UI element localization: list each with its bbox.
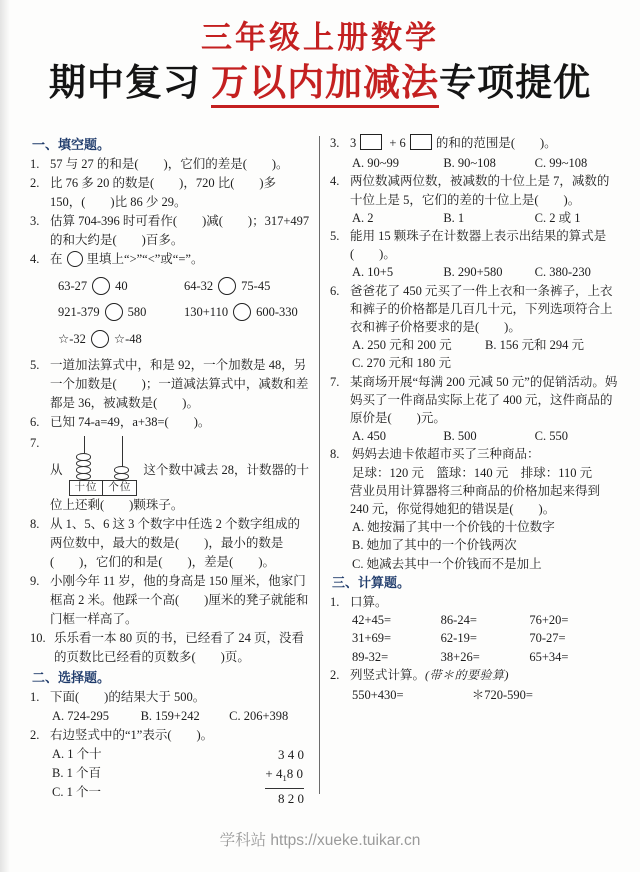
- abacus-rod-tens: [72, 436, 96, 480]
- option-a: A. 250 元和 200 元: [352, 338, 452, 353]
- fill-q2: [30, 174, 310, 212]
- q4-text-before: 在: [50, 252, 63, 266]
- choice-q5: [330, 227, 618, 282]
- oral-calc-row: [350, 648, 618, 666]
- q4-text-after: 里填上“>”“<”或“=”。: [86, 252, 204, 266]
- q8-line3: 营业员用计算器将三种商品的价格加起来得到 240 元，你觉得她犯的错误是( )。: [350, 483, 601, 517]
- choice-q6: [330, 282, 618, 373]
- question-text: [350, 445, 618, 572]
- compare-left: 921-379: [58, 305, 100, 319]
- right-column: [330, 134, 618, 808]
- section-heading-fill: 一、填空题。: [32, 137, 111, 152]
- q4-stem: 两位数减两位数，被减数的十位上是 7，减数的十位上是 5，它们的差的十位上是( )。: [350, 174, 610, 207]
- question-number: 6.: [30, 415, 40, 429]
- option-a: A. 她按漏了其中一个价钱的十位数字: [352, 520, 555, 535]
- oral-calc-row: [350, 611, 618, 629]
- q2-options-and-calc: [50, 745, 310, 808]
- question-number: 5.: [30, 358, 40, 372]
- comparison-row: [50, 330, 310, 349]
- q7-second-line: 位上还剩( )颗珠子。: [50, 498, 184, 512]
- page-subtitle: [0, 60, 640, 108]
- abacus-bead: [76, 473, 91, 481]
- option-b: B. 156 元和 294 元: [485, 338, 584, 353]
- footer-watermark: 学科站 https://xueke.tuikar.cn: [219, 832, 421, 849]
- option-c: C. 270 元和 180 元: [352, 356, 451, 371]
- compare-right: 75-45: [241, 278, 271, 293]
- choice-q7: [330, 373, 618, 446]
- q8-line1: 妈妈去迪卡侬超市买了三种商品：: [352, 447, 540, 462]
- calc-addend-1: 3 4 0: [278, 747, 304, 762]
- options-row: [350, 209, 618, 227]
- question-text: 比 76 多 20 的数是( )，720 比( )多 150，( )比 86 少 29。: [50, 176, 277, 209]
- counter-abacus-graphic: [69, 436, 138, 496]
- fill-q4: [30, 250, 310, 356]
- subtitle-highlight: 万以内加减法: [211, 63, 439, 108]
- question-text: [350, 666, 618, 704]
- question-text: [350, 373, 618, 446]
- question-text: 乐乐看一本 80 页的书，已经看了 24 页，没看的页数比已经看的页数多( )页。: [54, 631, 305, 664]
- abacus-rod-ones: [110, 436, 134, 480]
- fill-q6: [30, 413, 310, 432]
- question-number: 2.: [330, 667, 340, 682]
- choice-q1: [30, 688, 310, 726]
- question-text: [350, 227, 618, 282]
- oral-expression: 76+20=: [529, 613, 569, 628]
- fill-q3: [30, 212, 310, 250]
- tens-place-label: 十位: [69, 480, 104, 496]
- question-number: 8.: [30, 517, 40, 531]
- option-c: C. 550: [534, 429, 568, 444]
- oral-expression: 86-24=: [440, 613, 477, 628]
- compare-circle-icon: [233, 303, 251, 321]
- question-text: [350, 593, 618, 666]
- option-c: C. 99~108: [534, 156, 588, 171]
- question-number: 3.: [30, 214, 40, 228]
- option-b: B. 她加了其中的一个价钱两次: [352, 538, 517, 553]
- option-b: B. 1: [443, 210, 465, 225]
- oral-expression: 62-19=: [440, 631, 477, 646]
- left-column: [30, 134, 310, 808]
- oral-expression: 89-32=: [352, 649, 389, 664]
- option-a: A. 2: [352, 210, 374, 225]
- compare-circle-icon: [218, 277, 236, 295]
- oral-expression: 65+34=: [529, 649, 569, 664]
- comparison-row: [50, 303, 310, 322]
- compare-left: ☆-32: [58, 331, 86, 346]
- abacus-bead: [114, 473, 129, 481]
- question-text: [50, 250, 310, 356]
- question-number: 7.: [30, 436, 40, 450]
- options-row: [350, 154, 618, 172]
- calc-q2: [330, 666, 618, 704]
- option-a: A. 1 个十: [52, 747, 102, 761]
- question-number: 5.: [330, 229, 340, 244]
- option-b: B. 500: [443, 429, 477, 444]
- question-text: [50, 726, 310, 808]
- check-note: (带＊的要验算): [425, 667, 510, 682]
- oral-expression: 31+69=: [352, 631, 392, 646]
- options-row: [350, 263, 618, 281]
- subtitle-prefix: 期中复习: [48, 63, 212, 104]
- option-b: B. 1 个百: [52, 766, 101, 780]
- oral-expression: 70-27=: [529, 631, 566, 646]
- compare-left: 64-32: [184, 278, 214, 293]
- fill-q1: [30, 155, 310, 174]
- question-text: 已知 74-a=49，a+38=( )。: [50, 415, 211, 429]
- question-text: 57 与 27 的和是( )，它们的差是( )。: [50, 157, 289, 171]
- question-text: 从 1、5、6 这 3 个数字中任选 2 个数字组成的两位数中，最大的数是( )，最小的数是( )，它们的和是( )，差是( )。: [50, 517, 301, 569]
- comparison-pair: [58, 277, 184, 296]
- question-text: [350, 172, 618, 227]
- oral-expression: 38+26=: [440, 649, 480, 664]
- q1-stem: 下面( )的结果大于 500。: [50, 690, 206, 704]
- option-a: A. 10+5: [352, 265, 394, 280]
- question-number: 3.: [330, 136, 340, 150]
- option-b: B. 159+242: [140, 709, 200, 723]
- option-c: C. 2 或 1: [534, 210, 581, 225]
- question-number: 2.: [30, 176, 40, 190]
- compare-circle-icon: [105, 303, 123, 321]
- blank-box-icon: [410, 134, 432, 150]
- blank-box-icon: [360, 134, 382, 150]
- choice-q8: [330, 445, 618, 572]
- choice-q3: [330, 134, 618, 172]
- calc-sum: 8 2 0: [278, 791, 304, 806]
- question-number: 1.: [330, 595, 340, 610]
- section-heading-choice: 二、选择题。: [32, 670, 111, 685]
- page-title: 三年级上册数学: [201, 20, 439, 55]
- two-column-body: [30, 134, 618, 808]
- option-c: C. 206+398: [229, 709, 289, 723]
- question-text: [50, 688, 310, 726]
- question-text: 估算 704-396 时可看作( )减( )；317+497 的和大约是( )百多。: [50, 214, 310, 247]
- carry-digit: 1: [282, 773, 287, 783]
- option-b: B. 290+580: [443, 265, 503, 280]
- options-row: [350, 427, 618, 445]
- question-number: 1.: [30, 690, 40, 704]
- question-number: 10.: [30, 631, 46, 645]
- comparison-pair: [58, 303, 184, 322]
- question-number: 6.: [330, 283, 340, 298]
- oral-calc-label: 口算。: [350, 595, 388, 610]
- question-text: 一道加法算式中，和是 92，一个加数是 48，另一个加数是( )；一道减法算式中，减数和差都是 36，被减数是( )。: [50, 358, 309, 410]
- fill-q7: [30, 434, 310, 515]
- option-c: C. 380-230: [534, 265, 591, 280]
- fill-q8: [30, 515, 310, 572]
- vertical-expression: 550+430=: [352, 688, 404, 703]
- fill-q9: [30, 572, 310, 629]
- question-number: 8.: [330, 447, 340, 462]
- compare-circle-icon: [92, 277, 110, 295]
- question-text: [50, 434, 310, 515]
- question-number: 2.: [30, 728, 40, 742]
- question-number: 7.: [330, 374, 340, 389]
- option-a: A. 90~99: [352, 156, 400, 171]
- question-text: 小刚今年 11 岁，他的身高是 150 厘米，他家门框高 2 米。他踩一个高( )厘米的凳子就能和门框一样高了。: [50, 574, 309, 626]
- options-row: [50, 707, 310, 726]
- compare-left: 63-27: [58, 278, 88, 293]
- compare-circle-icon: [67, 251, 83, 267]
- calc-q1: [330, 593, 618, 666]
- vertical-expression: ＊720-590=: [471, 688, 533, 703]
- calc-addend-2: + $4_18$ 0: [265, 764, 304, 789]
- vertical-calc-label: 列竖式计算。: [350, 667, 426, 682]
- option-c: C. 她减去其中一个价钱而不是加上: [352, 556, 542, 571]
- option-a: A. 450: [352, 429, 387, 444]
- q8-price-list: 足球：120 元 篮球：140 元 排球：110 元: [352, 465, 593, 480]
- compare-right: ☆-48: [113, 331, 142, 346]
- question-number: 9.: [30, 574, 40, 588]
- fill-q5: [30, 356, 310, 413]
- question-number: 4.: [330, 174, 340, 189]
- choice-q4: [330, 172, 618, 227]
- section-heading-calc: 三、计算题。: [332, 574, 411, 590]
- compare-right: 580: [127, 305, 147, 319]
- vertical-calc-expressions: [350, 686, 618, 704]
- worksheet-header: [0, 0, 640, 108]
- q6-stem: 爸爸花了 450 元买了一件上衣和一条裤子，上衣和裤子的价格都是几百几十元，下列选项符合上衣和裤子价格要求的是( )。: [350, 283, 613, 335]
- comparison-pair: [58, 330, 184, 349]
- question-number: 4.: [30, 252, 40, 266]
- choice-q2: [30, 726, 310, 808]
- vertical-calculation: [222, 745, 310, 808]
- place-value-labels: [69, 480, 138, 496]
- q5-stem: 能用 15 颗珠子在计数器上表示出结果的算式是( )。: [350, 229, 607, 262]
- oral-expression: 42+45=: [352, 613, 392, 628]
- q7-stem: 某商场开展“每满 200 元减 50 元”的促销活动。妈妈买了一件商品实际上花了 400 元，这件商品的原价是( )元。: [350, 374, 618, 426]
- comparison-row: [50, 277, 310, 296]
- option-c: C. 1 个一: [52, 785, 101, 799]
- option-b: B. 90~108: [443, 156, 496, 171]
- subtitle-suffix: 专项提优: [439, 63, 592, 104]
- abacus-rods: [72, 436, 134, 480]
- q7-text-after: 这个数中减去 28，计数器的十: [143, 463, 310, 477]
- column-divider: [319, 136, 320, 794]
- option-a: A. 724-295: [52, 709, 109, 723]
- compare-right: 600-330: [256, 305, 298, 319]
- comparison-pair: [184, 303, 298, 322]
- compare-right: 40: [115, 278, 128, 293]
- options-row: [350, 336, 618, 354]
- q2-stem: 右边竖式中的“1”表示( )。: [50, 728, 214, 742]
- fill-q10: [30, 629, 310, 667]
- q7-text-before: 从: [50, 463, 63, 477]
- options-column: [52, 745, 102, 808]
- question-number: 1.: [30, 157, 40, 171]
- q7-first-line: [50, 434, 310, 496]
- compare-circle-icon: [91, 330, 109, 348]
- ones-place-label: 个位: [102, 480, 137, 496]
- q3-stem: 3 + 6 的和的范围是( )。: [350, 136, 557, 150]
- oral-calc-row: [350, 629, 618, 647]
- question-text: [350, 134, 618, 172]
- question-text: [350, 282, 618, 373]
- compare-left: 130+110: [184, 305, 229, 319]
- comparison-pair: [184, 277, 270, 296]
